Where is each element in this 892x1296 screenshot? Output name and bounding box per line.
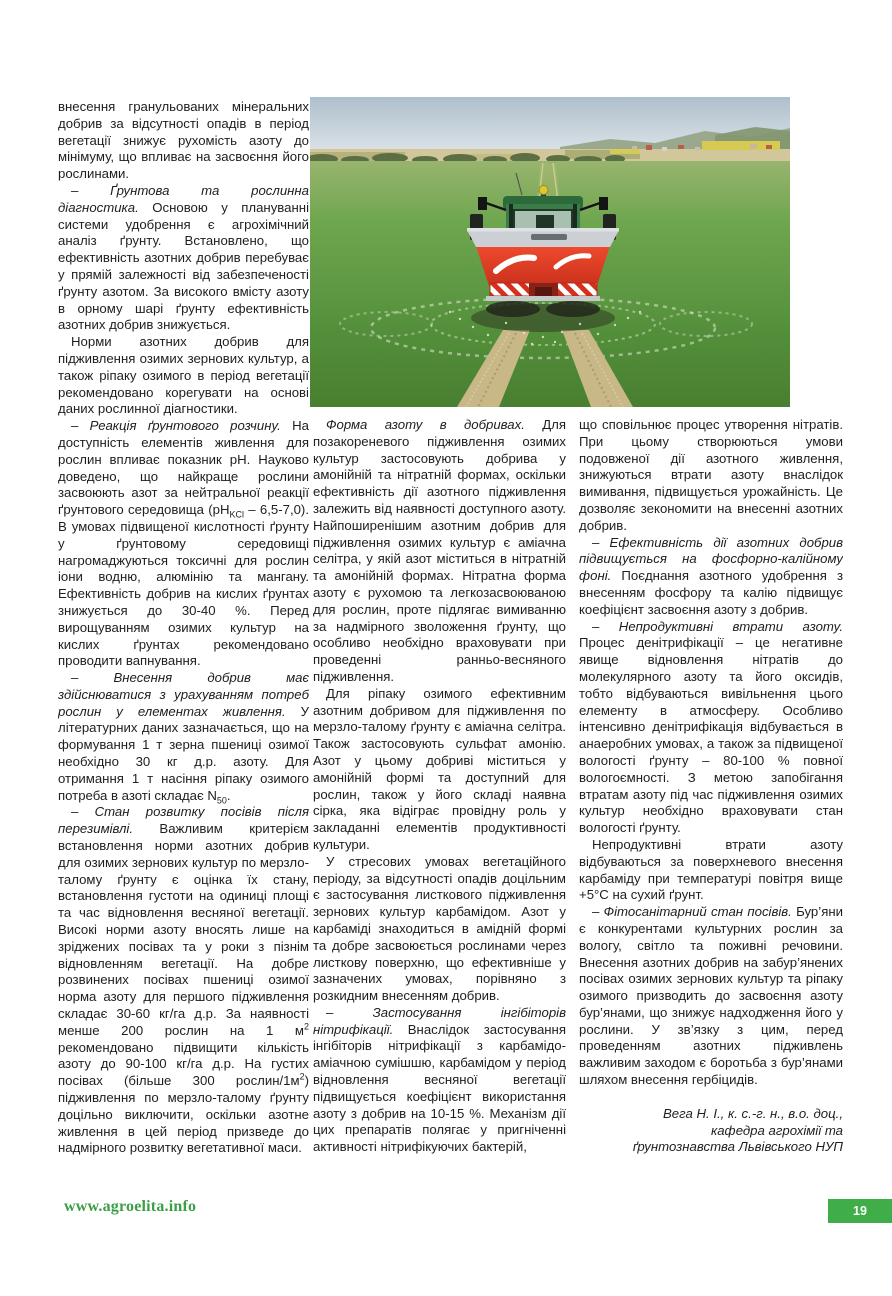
- paragraph: Форма азоту в добривах. Для позакореневого підживлення озимих культур застосовують добрива у амонійній та нітратній формах, оскільки ефективність дії азотного підживлення залежить від наявності доступного азоту. Найпоширенішим азотним добрив для підживлення озимих культур є аміачна селітра, у якій азот міститься в нітратній та амонійній формах. Нітратна форма азоту є рухомою та легкозасвоюваною для рослин, проте підлягає вимиванню за надмірного зволоження ґрунту, що особливо необхідно враховувати при проведенні ранньо-весняного підживлення.: [313, 417, 566, 684]
- field-tractor-photo: [310, 97, 790, 407]
- author-signature: Вега Н. І., к. с.-г. н., в.о. доц., кафедра агрохімії та ґрунтознавства Львівського НУП: [632, 1105, 843, 1155]
- paragraph: Норми азотних добрив для підживлення озимих зернових культур, а також ріпаку озимого в період вегетації рекомендовано корегувати на основі даних рослинної діагностики.: [58, 334, 309, 417]
- paragraph: – Реакція ґрунтового розчину. На доступність елементів живлення для рослин впливає показник рН. Науково доведено, що найкраще рослини засвоюють азот за нейтральної реакції ґрунтового середовища $(рН_{KCl} - 6,5-7,0)$. В умовах підвищеної кислотності ґрунту у ґрунтовому середовищі нагромаджуються токсичні для рослин іони водню, алюмінію та мангану. Ефективність добрив на кислих ґрунтах знижується до 30-40 %. Перед вирощуванням озимих культур на кислих ґрунтах рекомендовано проводити вапнування.: [58, 418, 309, 669]
- paragraph: – Непродуктивні втрати азоту. Процес денітрифікації – це негативне явище відновлення нітратів до молекулярного азоту та його оксидів, тобто відбуваються вивільнення цього елементу в атмосферу. Особливо інтенсивно денітрифікація відбувається в анаеробних умовах, а також за підвищеної вологості ґрунту – 80-100 % повної вологоємності. З метою запобігання втратам азоту під час підживлення озимих культур необхідно враховувати стан вологості ґрунту.: [579, 618, 843, 836]
- paragraph: – Стан розвитку посівів після перезимівлі. Важливим критерієм встановлення норми азотних добрив для озимих зернових культур по мерзло-талому ґрунту є оцінка їх стану, встановлення густоти на одиниці площі та час відновлення весняної вегетації. Високі норми азоту вносять лише на зріджених посівах та у роки з пізнім відновленням вегетації. На добре розвинених посівах пшениці озимої норма азоту для першого підживлення складає 30-60 кг/га д.р. За наявності менше 200 рослин на 1 $м^2$ рекомендовано підвищити кількість азоту до 90-100 кг/га д.р. На густих посівах (більше 300 рослин/$1м^2$) підживлення по мерзло-талому ґрунту доцільно виключити, оскільки азотне живлення в цей період призведе до надмірного розвитку вегетативної маси.: [58, 804, 309, 1156]
- paragraph: що сповільнює процес утворення нітратів. При цьому створюються умови подовженої дії азотного живлення, знижуються втрати азоту внаслідок вимивання, підвищується урожайність. Це дозволяє зекономити на внесенні азотних добрив.: [579, 417, 843, 533]
- paragraph: – Ґрунтова та рослинна діагностика. Основою у плануванні системи удобрення є агрохімічний аналіз ґрунту. Встановлено, що ефективність азотних добрив перебуває у прямій залежності від забезпеченості ґрунту азотом. За високого вмісту азоту в орному шарі ґрунту ефективність азотних добрив знижується.: [58, 182, 309, 333]
- paragraph: – Ефективність дії азотних добрив підвищується на фосфорно-калійному фоні. Поєднання азотного удобрення з внесенням фосфору та калію підвищує коефіцієнт засвоєння азоту з добрив.: [579, 534, 843, 617]
- fertilizer-spreader: [467, 228, 619, 301]
- paragraph: – Фітосанітарний стан посівів. Бур’яни є конкурентами культурних рослин за вологу, світло та поживні речовини. Внесення азотних добрив на забур’янених посівах озимих зернових культур та ріпаку озимого призводить до засвоєння азоту бур’янами, що знижує надходження його у рослини. У зв’язку з цим, перед проведенням азотних підживлень важливим заходом є боротьба з бур’янами шляхом внесення гербіцидів.: [579, 904, 843, 1088]
- paragraph: внесення гранульованих мінеральних добрив за відсутності опадів в період вегетації знижує рухомість азоту до мінімуму, що впливає на засвоєння його рослинами.: [58, 99, 309, 182]
- photo-illustration: [310, 97, 790, 407]
- text-column-1: [58, 99, 309, 1209]
- paragraph: Непродуктивні втрати азоту відбуваються за поверхневого внесення карбаміду при температурі повітря вище +5°С на сухий ґрунт.: [579, 836, 843, 903]
- text-column-2: [313, 417, 566, 1217]
- page-number-badge: [828, 1199, 892, 1223]
- paragraph: – Застосування інгібіторів нітрифікації. Внаслідок застосування інгібіторів нітрифікації з карбамідо-аміачною сумішшю, карбамідом у період відновлення весняної вегетації підвищується коефіцієнт використання азоту з добрив на 10-15 %. Механізм дії цих препаратів полягає у пригніченні активності нітрифікуючих бактерій,: [313, 1004, 566, 1155]
- footer-website-link[interactable]: www.agroelita.info: [64, 1198, 197, 1215]
- paragraph: – Внесення добрив має здійснюватися з урахуванням потреб рослин у елементах живлення. У літературних даних зазначається, що на формування 1 т зерна пшениці озимої необхідно 30 кг д.р. азоту. Для отримання 1 т насіння ріпаку озимого потреба в азоті складає $N_{50}$.: [58, 670, 309, 806]
- paragraph: Для ріпаку озимого ефективним азотним добривом для підживлення по мерзло-талому ґрунту є аміачна селітра. Також застосовують сульфат амонію. Азот у цьому добриві міститься у амонійній формі та доступний для рослин, також у його складі наявна сірка, яка відіграє провідну роль у закладанні елементів продуктивності культури.: [313, 685, 566, 852]
- text-column-3: [579, 417, 843, 1217]
- page-number: 19: [853, 1204, 867, 1218]
- paragraph: У стресових умовах вегетаційного періоду, за відсутності опадів доцільним є застосування листкового підживлення зернових культур карбамідом. Азот у карбаміді знаходиться в амідній формі та добре засвоюється рослинами через листкову поверхню, що ефективніше у зазначених умовах, порівняно з розкидним внесенням добрив.: [313, 853, 566, 1004]
